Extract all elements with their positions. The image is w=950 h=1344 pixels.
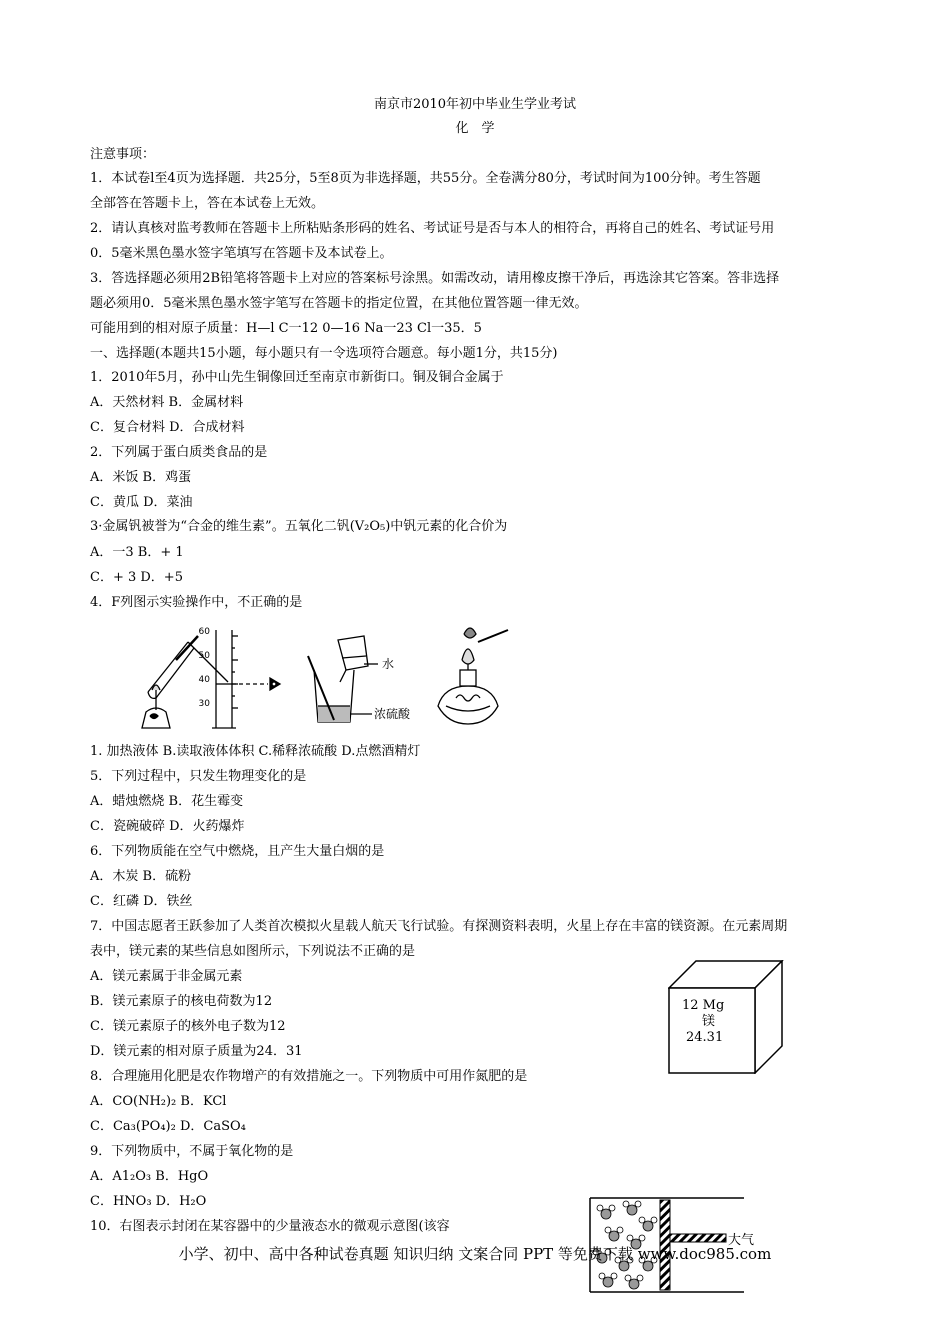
- text-line: 全部答在答题卡上，答在本试卷上无效。: [90, 196, 325, 211]
- atmosphere-label: 大气: [728, 1233, 755, 1248]
- options-line: A．天然材料 B．金属材料: [90, 395, 244, 410]
- exam-subject: 化 学: [455, 121, 495, 136]
- options-line: A．A1₂O₃ B．HgO: [90, 1169, 209, 1184]
- options-line: A．蜡烛燃烧 B．花生霉变: [90, 794, 244, 809]
- options-line: A．米饭 B．鸡蛋: [90, 470, 192, 485]
- exam-title: 南京市2010年初中毕业生学业考试: [373, 97, 577, 112]
- options-line: A．CO(NH₂)₂ B．KCl: [90, 1094, 227, 1109]
- tick-label: 30: [198, 699, 210, 709]
- tick-label: 60: [198, 627, 210, 637]
- options-line: A．木炭 B．硫粉: [90, 869, 192, 884]
- question-10: 10．右图表示封闭在某容器中的少量液态水的微观示意图(该容: [90, 1219, 450, 1234]
- text-line: 注意事项：: [90, 147, 156, 162]
- question-2: 2．下列属于蛋白质类食品的是: [90, 445, 268, 460]
- text-line: 可能用到的相对原子质量：H—l C一12 0—16 Na一23 Cl一35．5: [90, 321, 482, 336]
- options-line: A．镁元素属于非金属元素: [90, 969, 243, 984]
- element-card-figure: [668, 960, 784, 1074]
- page-footer: 小学、初中、高中各种试卷真题 知识归纳 文案合同 PPT 等免费下载 www.doc985.com: [178, 1245, 772, 1263]
- question-1: 1．2010年5月，孙中山先生铜像回迁至南京市新街口。铜及铜合金属于: [90, 370, 504, 385]
- water-label: 水: [382, 657, 395, 671]
- tick-label: 50: [198, 651, 210, 661]
- options-line: D．镁元素的相对原子质量为24．31: [90, 1044, 303, 1059]
- text-line: 一、选择题(本题共15小题，每小题只有一令选项符合题意。每小题1分，共15分): [90, 346, 558, 361]
- options-line: C．Ca₃(PO₄)₂ D．CaSO₄: [90, 1119, 246, 1134]
- text-line: 0．5毫米黑色墨水签字笔填写在答题卡及本试卷上。: [90, 246, 393, 261]
- figure-caption: 1. 加热液体 B.读取液体体积 C.稀释浓硫酸 D.点燃酒精灯: [90, 744, 421, 759]
- question-6: 6．下列物质能在空气中燃烧，且产生大量白烟的是: [90, 844, 385, 859]
- text-line: 3．答选择题必须用2B铅笔将答题卡上对应的答案标号涂黑。如需改动，请用橡皮擦干净后，再选涂其它答案。答非选择: [90, 271, 780, 286]
- options-line: C．复合材料 D．合成材料: [90, 420, 245, 435]
- question-3: 3·金属钒被誉为“合金的维生素”。五氧化二钒(V₂O₅)中钒元素的化合价为: [90, 519, 508, 534]
- options-line: C．HNO₃ D．H₂O: [90, 1194, 207, 1209]
- question-5: 5．下列过程中，只发生物理变化的是: [90, 769, 307, 784]
- question-7: 7．中国志愿者王跃参加了人类首次模拟火星载人航天飞行试验。有探测资料表明，火星上存在丰富的镁资源。在元素周期: [90, 919, 788, 934]
- options-line: C．红磷 D．铁丝: [90, 894, 193, 909]
- options-line: B．镁元素原子的核电荷数为12: [90, 994, 273, 1009]
- element-mass: 24.31: [686, 1030, 724, 1045]
- options-line: A．一3 B．+ 1: [90, 545, 184, 560]
- tick-label: 40: [198, 675, 210, 685]
- options-line: C．+ 3 D．+5: [90, 570, 183, 585]
- acid-label: 浓硫酸: [374, 707, 411, 721]
- options-line: C．镁元素原子的核外电子数为12: [90, 1019, 286, 1034]
- text-line: 题必须用0．5毫米黑色墨水签字笔写在答题卡的指定位置，在其他位置答题一律无效。: [90, 296, 588, 311]
- question-9: 9．下列物质中，不属于氧化物的是: [90, 1144, 294, 1159]
- heating-liquid-illustration: [142, 636, 198, 728]
- options-line: C．瓷碗破碎 D．火药爆炸: [90, 819, 245, 834]
- text-line: 2．请认真核对监考教师在答题卡上所粘贴条形码的姓名、考试证号是否与本人的相符合，再将自己的姓名、考试证号用: [90, 221, 775, 236]
- options-line: C．黄瓜 D．菜油: [90, 495, 193, 510]
- diluting-acid-illustration: [308, 636, 378, 722]
- alcohol-lamp-illustration: [438, 628, 508, 724]
- text-line: 1．本试卷l至4页为选择题．共25分，5至8页为非选择题，共55分。全卷满分80分，考试时间为100分钟。考生答题: [90, 171, 761, 186]
- question-8: 8．合理施用化肥是农作物增产的有效措施之一。下列物质中可用作氮肥的是: [90, 1069, 528, 1084]
- element-name: 镁: [702, 1014, 716, 1029]
- text-line: 表中，镁元素的某些信息如图所示，下列说法不正确的是: [90, 944, 416, 959]
- question-4: 4．F列图示实验操作中，不正确的是: [90, 595, 303, 610]
- element-number-symbol: 12 Mg: [682, 998, 725, 1013]
- lab-operations-figure: [128, 620, 528, 738]
